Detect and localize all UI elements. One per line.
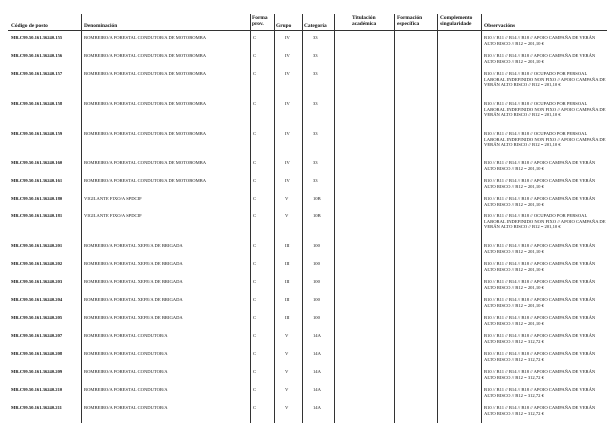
cell-observaciones: B10 // B11 // B14 // B18 // APOIO CAMPAÑA DE VERÁN ALTO RISCO // B12 = 201,10 € (484, 243, 596, 254)
cell-categoria: 100 (313, 279, 320, 284)
cell-denominacion: BOMBEIRO/A FORESTAL CONDUTOR/A DE MOTOBOMBA (84, 131, 207, 136)
cell-categoria: 33 (313, 101, 318, 106)
cell-observaciones: B10 // B11 // B14 // B18 // OCUPADO POR PERSOAL LABORAL INDEFINIDO NON FIXO // APOIO CAMPAÑA DE VERÁN ALTO RISCO // B12 = 201,10 € (484, 71, 606, 88)
cell-observaciones: B10 // B11 // B14 // B18 // APOIO CAMPAÑA DE VERÁN ALTO RISCO // B12 = 312,72 € (484, 369, 596, 380)
cell-grupo: III (285, 297, 290, 302)
header-grupo: Grupo (276, 23, 292, 29)
cell-observaciones: B10 // B11 // B14 // B18 // APOIO CAMPAÑA DE VERÁN ALTO RISCO // B12 = 201,10 € (484, 160, 596, 171)
cell-categoria: 33 (313, 35, 318, 40)
cell-forma-prov: C (253, 261, 257, 266)
cell-codigo: MR.C99.50.161.36240.207 (11, 333, 63, 338)
cell-denominacion: BOMBEIRO/A FORESTAL CONDUTOR/A (84, 405, 168, 410)
cell-observaciones: B10 // B11 // B14 // B18 // APOIO CAMPAÑA DE VERÁN ALTO RISCO // B12 = 312,72 € (484, 333, 596, 344)
cell-categoria: 14A (313, 351, 321, 356)
cell-categoria: 33 (313, 178, 318, 183)
cell-categoria: 14A (313, 405, 321, 410)
cell-categoria: 10B (313, 213, 321, 218)
cell-categoria: 33 (313, 71, 318, 76)
cell-grupo: V (285, 369, 289, 374)
cell-denominacion: BOMBEIRO/A FORESTAL XEFE/A DE BRIGADA (84, 315, 183, 320)
column-divider (394, 14, 395, 423)
cell-codigo: MR.C99.50.161.36240.204 (11, 297, 63, 302)
cell-denominacion: BOMBEIRO/A FORESTAL CONDUTOR/A DE MOTOBOMBA (84, 178, 207, 183)
cell-forma-prov: C (253, 35, 257, 40)
cell-codigo: MR.C99.50.161.36240.157 (11, 71, 63, 76)
cell-grupo: V (285, 387, 289, 392)
header-complemento: Complemento singularidade (440, 15, 473, 28)
cell-categoria: 100 (313, 261, 320, 266)
cell-observaciones: B10 // B11 // B14 // B18 // OCUPADO POR PERSOAL LABORAL INDEFINIDO NON FIXO // APOIO CAMPAÑA DE VERÁN ALTO RISCO // B12 = 201,10 € (484, 213, 606, 230)
cell-forma-prov: C (253, 297, 257, 302)
cell-categoria: 100 (313, 297, 320, 302)
cell-grupo: V (285, 333, 289, 338)
cell-observaciones: B10 // B11 // B14 // B18 // APOIO CAMPAÑA DE VERÁN ALTO RISCO // B12 = 201,10 € (484, 35, 596, 46)
cell-observaciones: B10 // B11 // B14 // B18 // APOIO CAMPAÑA DE VERÁN ALTO RISCO // B12 = 201,10 € (484, 53, 596, 64)
cell-grupo: IV (285, 71, 290, 76)
cell-categoria: 10B (313, 196, 321, 201)
cell-observaciones: B10 // B11 // B14 // B18 // APOIO CAMPAÑA DE VERÁN ALTO RISCO // B12 = 201,10 € (484, 297, 596, 308)
cell-observaciones: B10 // B11 // B14 // B18 // APOIO CAMPAÑA DE VERÁN ALTO RISCO // B12 = 201,10 € (484, 196, 596, 207)
cell-grupo: III (285, 261, 290, 266)
cell-forma-prov: C (253, 160, 257, 165)
cell-codigo: MR.C99.50.161.36240.201 (11, 243, 63, 248)
cell-observaciones: B10 // B11 // B14 // B18 // OCUPADO POR PERSOAL LABORAL INDEFINIDO NON FIXO // APOIO CAMPAÑA DE VERÁN ALTO RISCO // B12 = 201,10 € (484, 131, 606, 148)
cell-grupo: V (285, 196, 289, 201)
cell-forma-prov: C (253, 387, 257, 392)
cell-categoria: 14A (313, 369, 321, 374)
cell-denominacion: BOMBEIRO/A FORESTAL CONDUTOR/A DE MOTOBOMBA (84, 101, 207, 106)
cell-codigo: MR.C99.50.161.36240.180 (11, 196, 63, 201)
cell-forma-prov: C (253, 351, 257, 356)
cell-forma-prov: C (253, 279, 257, 284)
cell-grupo: III (285, 279, 290, 284)
cell-codigo: MR.C99.50.161.36240.205 (11, 315, 63, 320)
column-divider (274, 14, 275, 423)
cell-denominacion: BOMBEIRO/A FORESTAL XEFE/A DE BRIGADA (84, 243, 183, 248)
cell-grupo: IV (285, 35, 290, 40)
header-codigo: Código de posto (11, 23, 48, 29)
cell-observaciones: B10 // B11 // B14 // B18 // APOIO CAMPAÑA DE VERÁN ALTO RISCO // B12 = 201,10 € (484, 315, 596, 326)
cell-observaciones: B10 // B11 // B14 // B18 // APOIO CAMPAÑA DE VERÁN ALTO RISCO // B12 = 201,10 € (484, 261, 596, 272)
cell-denominacion: VIGILANTE FIXO/A SPDCIF (84, 196, 142, 201)
cell-codigo: MR.C99.50.161.36240.211 (11, 405, 62, 410)
cell-observaciones: B10 // B11 // B14 // B18 // APOIO CAMPAÑA DE VERÁN ALTO RISCO // B12 = 312,72 € (484, 387, 596, 398)
column-divider (302, 14, 303, 423)
cell-denominacion: BOMBEIRO/A FORESTAL CONDUTOR/A DE MOTOBOMBA (84, 53, 207, 58)
cell-forma-prov: C (253, 53, 257, 58)
cell-denominacion: VIGILANTE FIXO/A SPDCIF (84, 213, 142, 218)
cell-grupo: IV (285, 53, 290, 58)
cell-grupo: V (285, 351, 289, 356)
cell-grupo: V (285, 213, 289, 218)
cell-codigo: MR.C99.50.161.36240.203 (11, 279, 63, 284)
cell-grupo: IV (285, 160, 290, 165)
cell-codigo: MR.C99.50.161.36240.181 (11, 213, 63, 218)
column-divider (334, 14, 335, 423)
column-divider (250, 14, 251, 423)
cell-categoria: 33 (313, 53, 318, 58)
column-divider (437, 14, 438, 423)
cell-denominacion: BOMBEIRO/A FORESTAL CONDUTOR/A (84, 387, 168, 392)
cell-forma-prov: C (253, 101, 257, 106)
header-forma-prov: Forma prov. (252, 15, 268, 28)
cell-grupo: III (285, 315, 290, 320)
header-formacion: Formación específica (397, 15, 423, 28)
column-divider (481, 14, 482, 423)
column-divider (81, 14, 82, 423)
header-observaciones: Observacións (484, 23, 516, 29)
cell-codigo: MR.C99.50.161.36240.159 (11, 131, 63, 136)
cell-denominacion: BOMBEIRO/A FORESTAL XEFE/A DE BRIGADA (84, 297, 183, 302)
cell-forma-prov: C (253, 315, 257, 320)
cell-grupo: IV (285, 131, 290, 136)
cell-denominacion: BOMBEIRO/A FORESTAL CONDUTOR/A DE MOTOBOMBA (84, 160, 207, 165)
cell-codigo: MR.C99.50.161.36240.161 (11, 178, 63, 183)
cell-codigo: MR.C99.50.161.36240.209 (11, 369, 63, 374)
header-divider (8, 30, 607, 31)
cell-codigo: MR.C99.50.161.36240.208 (11, 351, 63, 356)
cell-denominacion: BOMBEIRO/A FORESTAL CONDUTOR/A DE MOTOBOMBA (84, 35, 207, 40)
cell-observaciones: B10 // B11 // B14 // B18 // APOIO CAMPAÑA DE VERÁN ALTO RISCO // B12 = 201,10 € (484, 178, 596, 189)
cell-denominacion: BOMBEIRO/A FORESTAL CONDUTOR/A (84, 351, 168, 356)
cell-categoria: 14A (313, 387, 321, 392)
cell-grupo: IV (285, 101, 290, 106)
cell-categoria: 33 (313, 160, 318, 165)
cell-codigo: MR.C99.50.161.36240.158 (11, 101, 63, 106)
cell-categoria: 14A (313, 333, 321, 338)
cell-forma-prov: C (253, 131, 257, 136)
cell-forma-prov: C (253, 405, 257, 410)
cell-forma-prov: C (253, 196, 257, 201)
cell-codigo: MR.C99.50.161.36240.160 (11, 160, 63, 165)
cell-categoria: 33 (313, 131, 318, 136)
header-denominacion: Denominación (84, 23, 118, 29)
cell-denominacion: BOMBEIRO/A FORESTAL XEFE/A DE BRIGADA (84, 261, 183, 266)
cell-denominacion: BOMBEIRO/A FORESTAL XEFE/A DE BRIGADA (84, 279, 183, 284)
header-categoria: Categoría (304, 23, 327, 29)
cell-codigo: MR.C99.50.161.36240.202 (11, 261, 63, 266)
cell-codigo: MR.C99.50.161.36240.155 (11, 35, 63, 40)
cell-grupo: IV (285, 178, 290, 183)
cell-denominacion: BOMBEIRO/A FORESTAL CONDUTOR/A DE MOTOBOMBA (84, 71, 207, 76)
cell-denominacion: BOMBEIRO/A FORESTAL CONDUTOR/A (84, 333, 168, 338)
cell-forma-prov: C (253, 178, 257, 183)
cell-codigo: MR.C99.50.161.36240.210 (11, 387, 63, 392)
cell-denominacion: BOMBEIRO/A FORESTAL CONDUTOR/A (84, 369, 168, 374)
header-titulacion: Titulación académica (352, 15, 377, 28)
cell-forma-prov: C (253, 369, 257, 374)
cell-forma-prov: C (253, 213, 257, 218)
cell-forma-prov: C (253, 243, 257, 248)
cell-categoria: 100 (313, 243, 320, 248)
cell-grupo: III (285, 243, 290, 248)
cell-observaciones: B10 // B11 // B14 // B18 // APOIO CAMPAÑA DE VERÁN ALTO RISCO // B12 = 312,72 € (484, 351, 596, 362)
cell-categoria: 100 (313, 315, 320, 320)
cell-observaciones: B10 // B11 // B14 // B18 // APOIO CAMPAÑA DE VERÁN ALTO RISCO // B12 = 312,72 € (484, 405, 596, 416)
cell-forma-prov: C (253, 71, 257, 76)
cell-grupo: V (285, 405, 289, 410)
cell-observaciones: B10 // B11 // B14 // B18 // APOIO CAMPAÑA DE VERÁN ALTO RISCO // B12 = 201,10 € (484, 279, 596, 290)
cell-forma-prov: C (253, 333, 257, 338)
cell-codigo: MR.C99.50.161.36240.156 (11, 53, 63, 58)
cell-observaciones: B10 // B11 // B14 // B18 // OCUPADO POR PERSOAL LABORAL INDEFINIDO NON FIXO // APOIO CAMPAÑA DE VERÁN ALTO RISCO // B12 = 201,10 € (484, 101, 606, 118)
